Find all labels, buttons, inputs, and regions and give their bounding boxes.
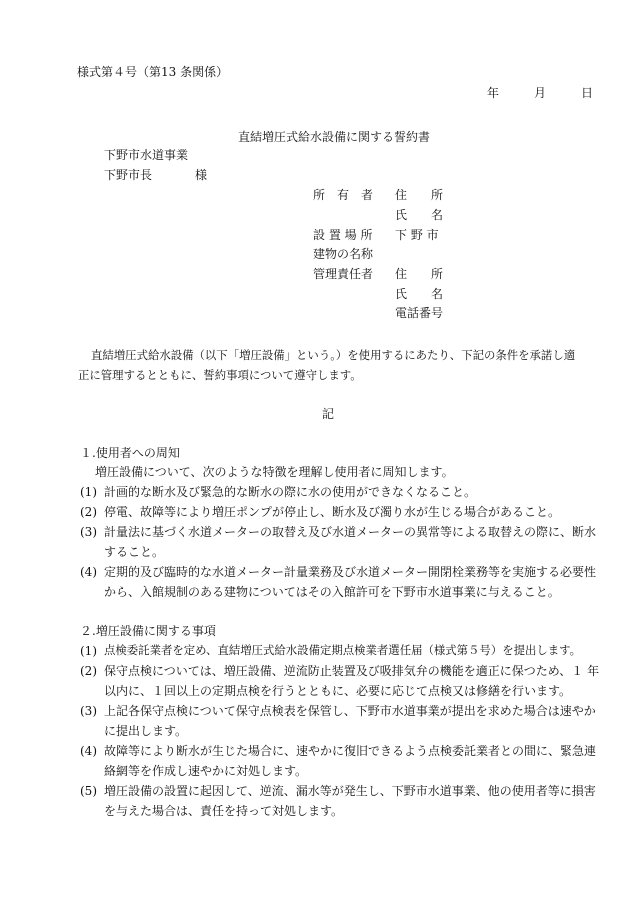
s1-item-number: (3)	[80, 525, 97, 539]
s1-item-text: 計画的な断水及び緊急的な断水の際に水の使用ができなくなること。	[104, 485, 477, 499]
location-value: 下 野 市	[395, 228, 439, 242]
s1-item-number: (2)	[80, 505, 97, 519]
s1-item-text-cont: すること。	[104, 545, 165, 559]
owner-address-label: 住 所	[395, 188, 444, 202]
s2-item-text: 保守点検については、増圧設備、逆流防止装置及び吸排気弁の機能を適正に保つため、１ 年	[104, 664, 600, 678]
date-day-label: 日	[581, 86, 594, 100]
s2-item-text-cont: に提出します。	[104, 724, 188, 738]
intro-line-2: 正に管理するとともに、誓約事項について遵守します。	[78, 368, 362, 382]
s1-item-number: (4)	[80, 565, 97, 579]
manager-name-label: 氏 名	[395, 287, 444, 301]
date-month-label: 月	[534, 86, 547, 100]
owner-name-label: 氏 名	[395, 208, 444, 222]
s2-item-text: 点検委託業者を定め、直結増圧式給水設備定期点検業者選任届（様式第５号）を提出します。	[104, 643, 582, 657]
s2-item-text-cont: 絡網等を作成し速やかに対処します。	[104, 764, 308, 778]
manager-label: 管理責任者	[313, 267, 374, 281]
s1-item-text: 計量法に基づく水道メーターの取替え及び水道メーターの異常等による取替えの際に、断水	[104, 525, 597, 539]
addressee-org: 下野市水道事業	[104, 148, 189, 162]
addressee-honorific: 様	[195, 168, 208, 182]
ki-heading: 記	[322, 407, 335, 421]
s2-item-text: 上記各保守点検について保守点検表を保管し、下野市水道事業が提出を求めた場合は速やか	[104, 704, 596, 718]
s2-item-number: (5)	[80, 784, 97, 798]
s2-item-text: 故障等により断水が生じた場合に、速やかに復旧できるよう点検委託業者との間に、緊急連	[104, 744, 597, 758]
s2-item-text-cont: 以内に、１回以上の定期点検を行うとともに、必要に応じて点検又は修繕を行います。	[104, 684, 572, 698]
location-label: 設 置 場 所	[313, 228, 373, 242]
building-name-label: 建物の名称	[313, 247, 374, 261]
manager-address-label: 住 所	[395, 267, 444, 281]
s2-item-text: 増圧設備の設置に起因して、逆流、漏水等が発生し、下野市水道事業、他の使用者等に損害	[104, 784, 596, 798]
s2-item-number: (2)	[80, 664, 97, 678]
s2-item-number: (3)	[80, 704, 97, 718]
s2-item-text-cont: を与えた場合は、責任を持って対処します。	[104, 804, 344, 818]
s1-item-number: (1)	[80, 485, 97, 499]
s1-item-text: 停電、故障等により増圧ポンプが停止し、断水及び濁り水が生じる場合があること。	[104, 505, 561, 519]
document-title: 直結増圧式給水設備に関する誓約書	[238, 130, 431, 144]
form-number: 様式第４号（第13 条関係）	[77, 65, 229, 79]
s2-item-number: (1)	[80, 644, 97, 658]
addressee-mayor: 下野市長	[104, 168, 153, 182]
s2-item-number: (4)	[80, 744, 97, 758]
s1-item-text-cont: から、入館規制のある建物についてはその入館許可を下野市水道事業に与えること。	[104, 585, 560, 599]
phone-label: 電話番号	[395, 306, 444, 320]
s1-item-text: 定期的及び臨時的な水道メーター計量業務及び水道メーター開閉栓業務等を実施する必要性	[104, 565, 597, 579]
owner-label: 所 有 者	[313, 188, 374, 202]
date-year-label: 年	[487, 86, 500, 100]
section2-heading: ２.増圧設備に関する事項	[80, 624, 216, 638]
section1-heading: １.使用者への周知	[80, 446, 180, 460]
section1-lead: 増圧設備について、次のような特徴を理解し使用者に周知します。	[95, 465, 454, 479]
intro-line-1: 直結増圧式給水設備（以下「増圧設備」という。）を使用するにあたり、下記の条件を承諾し適	[91, 348, 576, 362]
